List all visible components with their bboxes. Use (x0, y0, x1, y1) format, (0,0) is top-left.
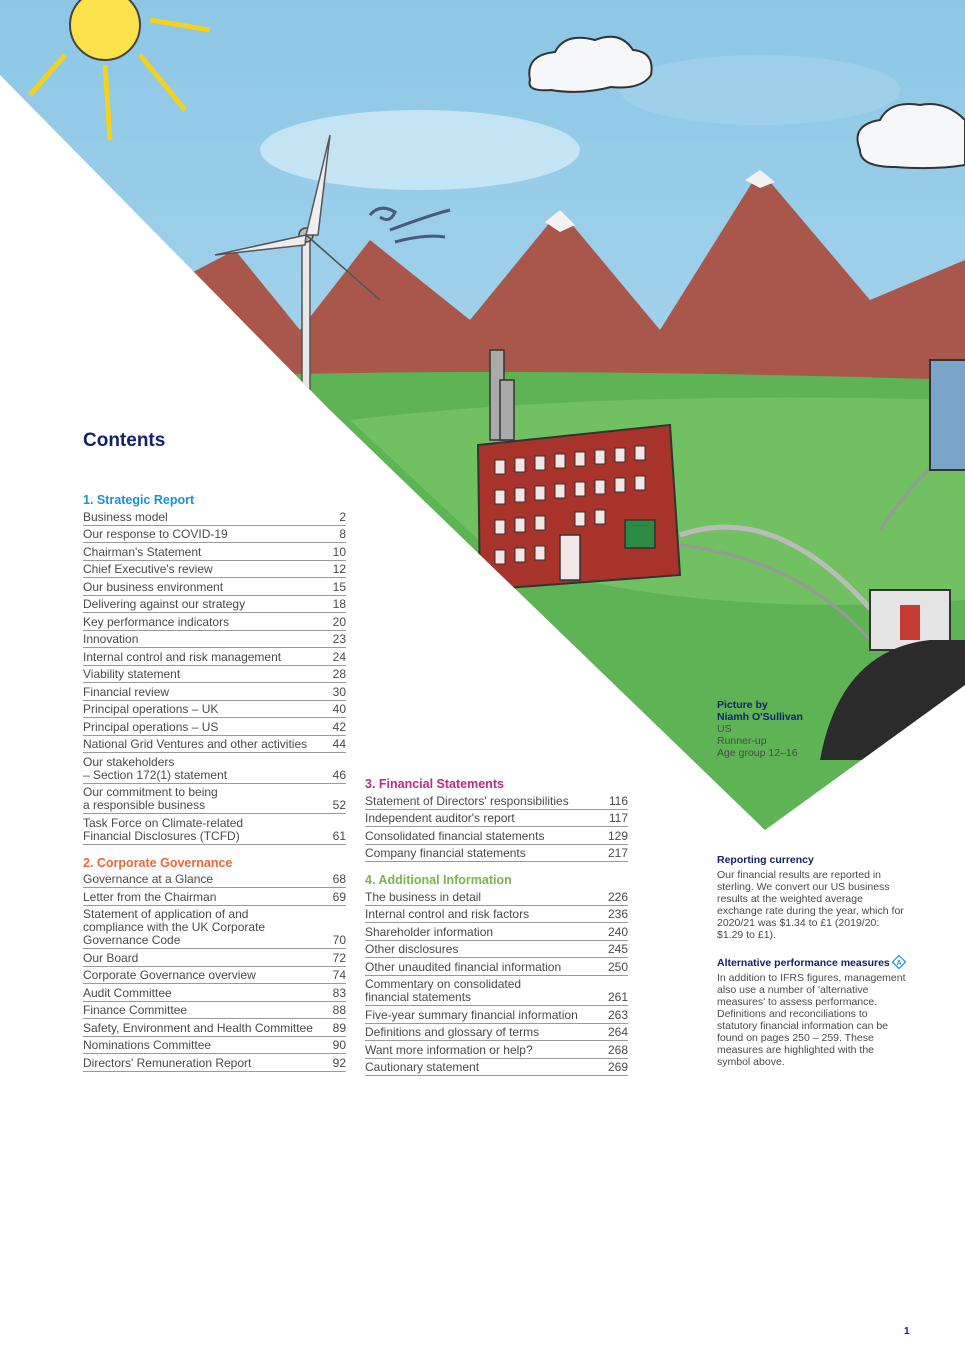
toc-entry-label: Delivering against our strategy (83, 597, 246, 611)
toc-entry[interactable] (83, 784, 346, 815)
toc-entry[interactable] (83, 1054, 346, 1072)
toc-entry-label: Principal operations – US (83, 719, 219, 734)
toc-entry-page: 129 (607, 828, 628, 843)
toc-entry-label: National Grid Ventures and other activities (83, 737, 308, 751)
toc-entry-label: Financial review (83, 684, 170, 699)
toc-entry[interactable] (83, 526, 346, 544)
toc-entry-label: Company financial statements (365, 846, 526, 860)
toc-entry-label: Our stakeholders – Section 172(1) statement (83, 754, 228, 782)
toc-entry-label: Nominations Committee (83, 1038, 212, 1052)
toc-entry-label: Task Force on Climate-related Financial Disclosures (TCFD) (83, 815, 244, 843)
section-heading-financial-statements: 3. Financial Statements (365, 777, 504, 791)
toc-entry-page: 12 (332, 562, 346, 576)
toc-list-financial-statements (365, 792, 628, 862)
toc-entry-page: 23 (332, 632, 346, 646)
toc-entry-label: Safety, Environment and Health Committee (83, 1020, 313, 1035)
toc-entry-page: 28 (332, 667, 346, 681)
toc-entry-page: 236 (607, 907, 628, 921)
reporting-currency-body: Our financial results are reported in sterling. We convert our US business results at the weighted average exchange rate during the year, which for 2020/21 was $1.34 to £1 (2019/20: $1.29 to £1). (717, 869, 904, 941)
toc-entry-page: 10 (332, 544, 346, 559)
toc-entry-page: 2 (339, 509, 346, 524)
toc-entry[interactable] (83, 543, 346, 561)
toc-entry[interactable] (365, 792, 628, 810)
toc-entry-page: 245 (607, 942, 628, 956)
picture-credit (717, 699, 803, 759)
toc-entry[interactable] (83, 1037, 346, 1055)
toc-entry[interactable] (83, 596, 346, 614)
toc-entry-page: 8 (339, 527, 346, 541)
toc-entry[interactable] (83, 736, 346, 754)
toc-entry-label: Finance Committee (83, 1003, 188, 1017)
toc-entry[interactable] (83, 1019, 346, 1037)
alternative-performance-measures-note (717, 955, 907, 1068)
toc-entry-page: 217 (607, 846, 628, 860)
apm-body: In addition to IFRS figures, management also use a number of 'alternative measures' to assess performance. Definitions and reconciliations to statutory financial information can be found on pages 250 – 259. These measures are highlighted with the symbol above. (717, 972, 906, 1068)
toc-entry-page: 68 (332, 872, 346, 886)
toc-entry[interactable] (365, 827, 628, 845)
toc-entry-label: Statement of application of and compliance with the UK Corporate Governance Code (83, 907, 266, 947)
toc-entry-page: 52 (332, 798, 346, 812)
toc-entry-label: Our business environment (83, 579, 224, 594)
toc-entry-page: 44 (332, 737, 346, 751)
credit-age-group: Age group 12–16 (717, 747, 798, 759)
toc-entry-label: Our response to COVID-19 (83, 527, 228, 541)
toc-entry-label: Key performance indicators (83, 614, 230, 629)
toc-entry[interactable] (365, 1041, 628, 1059)
page-number: 1 (904, 1326, 910, 1337)
toc-entry-page: 226 (607, 889, 628, 904)
credit-country: US (717, 723, 732, 735)
toc-entry-page: 61 (332, 828, 346, 843)
toc-entry[interactable] (365, 941, 628, 959)
toc-entry-page: 40 (332, 702, 346, 716)
toc-entry-page: 83 (332, 985, 346, 1000)
toc-entry-label: Directors' Remuneration Report (83, 1055, 252, 1070)
toc-entry[interactable] (83, 753, 346, 784)
toc-entry-label: Consolidated financial statements (365, 828, 545, 843)
toc-list-additional-information (365, 888, 628, 1076)
toc-entry[interactable] (83, 814, 346, 845)
toc-entry[interactable] (365, 888, 628, 906)
toc-entry[interactable] (83, 1002, 346, 1020)
reporting-currency-note (717, 854, 907, 941)
toc-entry-page: 88 (332, 1003, 346, 1017)
toc-entry-page: 263 (607, 1007, 628, 1022)
toc-entry-label: Other unaudited financial information (365, 959, 562, 974)
apm-diamond-icon (892, 955, 906, 969)
toc-entry-label: Cautionary statement (365, 1060, 480, 1074)
toc-entry-page: 69 (332, 889, 346, 904)
toc-entry-page: 117 (608, 811, 628, 825)
toc-entry-label: Chief Executive's review (83, 562, 213, 576)
toc-entry-page: 24 (332, 649, 346, 664)
toc-entry[interactable] (83, 613, 346, 631)
toc-entry-page: 15 (332, 579, 346, 594)
section-heading-corporate-governance: 2. Corporate Governance (83, 855, 233, 870)
toc-entry-label: Internal control and risk management (83, 649, 282, 664)
toc-entry-label: Five-year summary financial information (365, 1007, 578, 1022)
toc-entry[interactable] (83, 666, 346, 684)
toc-entry-page: 268 (607, 1042, 628, 1057)
toc-entry-label: Audit Committee (83, 985, 172, 1000)
toc-entry[interactable] (83, 984, 346, 1002)
toc-entry-page: 250 (607, 959, 628, 974)
toc-entry[interactable] (365, 1024, 628, 1042)
toc-list-corporate-governance (83, 871, 346, 1072)
toc-entry-label: Commentary on consolidated financial statements (365, 977, 522, 1004)
reporting-currency-heading: Reporting currency (717, 854, 814, 866)
toc-entry[interactable] (83, 648, 346, 666)
toc-entry-page: 20 (332, 614, 346, 629)
toc-entry[interactable] (83, 631, 346, 649)
toc-entry-page: 116 (608, 793, 628, 808)
toc-entry-page: 72 (332, 950, 346, 965)
toc-entry-label: Corporate Governance overview (83, 968, 256, 982)
toc-entry-label: The business in detail (365, 889, 482, 904)
toc-entry[interactable] (365, 1059, 628, 1077)
sun-icon (70, 0, 140, 60)
toc-entry-label: Statement of Directors' responsibilities (365, 793, 569, 808)
toc-entry-page: 269 (607, 1060, 628, 1074)
toc-entry[interactable] (365, 923, 628, 941)
toc-entry-page: 90 (332, 1038, 346, 1052)
toc-entry[interactable] (365, 810, 628, 828)
toc-list-strategic-report (83, 508, 346, 845)
toc-entry[interactable] (83, 871, 346, 889)
toc-entry[interactable] (365, 1006, 628, 1024)
toc-entry-label: Independent auditor's report (365, 811, 515, 825)
toc-entry-page: 70 (332, 933, 346, 947)
toc-entry[interactable] (365, 958, 628, 976)
toc-entry-label: Our Board (83, 950, 139, 965)
toc-entry-label: Internal control and risk factors (365, 907, 530, 921)
toc-entry[interactable] (83, 508, 346, 526)
svg-text:A: A (896, 960, 902, 967)
toc-entry-page: 30 (332, 684, 346, 699)
toc-entry[interactable] (365, 976, 628, 1007)
toc-entry[interactable] (83, 967, 346, 985)
toc-entry-label: Principal operations – UK (83, 702, 219, 716)
toc-entry[interactable] (365, 906, 628, 924)
toc-entry[interactable] (83, 683, 346, 701)
toc-entry-label: Chairman's Statement (83, 544, 202, 559)
credit-artist: Niamh O'Sullivan (717, 711, 803, 723)
apm-heading: Alternative performance measures (717, 957, 890, 969)
toc-entry-page: 240 (607, 924, 628, 939)
toc-entry[interactable] (83, 561, 346, 579)
toc-entry[interactable] (83, 949, 346, 967)
toc-entry[interactable] (365, 845, 628, 863)
toc-entry-label: Governance at a Glance (83, 872, 214, 886)
toc-entry-page: 46 (332, 767, 346, 782)
toc-entry-label: Other disclosures (365, 942, 459, 956)
toc-entry[interactable] (83, 906, 346, 950)
section-heading-strategic-report: 1. Strategic Report (83, 493, 195, 507)
credit-heading: Picture by (717, 699, 768, 711)
toc-entry[interactable] (83, 578, 346, 596)
section-heading-additional-information: 4. Additional Information (365, 873, 512, 887)
toc-entry-label: Want more information or help? (365, 1042, 533, 1057)
toc-entry-page: 18 (332, 597, 346, 611)
toc-entry-label: Viability statement (83, 667, 181, 681)
toc-entry-page: 264 (607, 1025, 628, 1039)
contents-column-middle (365, 776, 628, 1076)
toc-entry-label: Letter from the Chairman (83, 889, 217, 904)
toc-entry-page: 42 (332, 719, 346, 734)
toc-entry-page: 89 (332, 1020, 346, 1035)
toc-entry-label: Our commitment to being a responsible business (83, 785, 218, 812)
toc-entry-label: Innovation (83, 632, 139, 646)
toc-entry-page: 261 (607, 990, 628, 1004)
toc-entry-label: Shareholder information (365, 924, 494, 939)
toc-entry-page: 74 (332, 968, 346, 982)
toc-entry[interactable] (83, 718, 346, 736)
toc-entry-label: Business model (83, 509, 168, 524)
contents-column-left (83, 492, 346, 1072)
credit-award: Runner-up (717, 735, 767, 747)
toc-entry[interactable] (83, 888, 346, 906)
toc-entry[interactable] (83, 701, 346, 719)
toc-entry-page: 92 (332, 1055, 346, 1070)
page-title: Contents (83, 430, 166, 451)
toc-entry-label: Definitions and glossary of terms (365, 1025, 540, 1039)
